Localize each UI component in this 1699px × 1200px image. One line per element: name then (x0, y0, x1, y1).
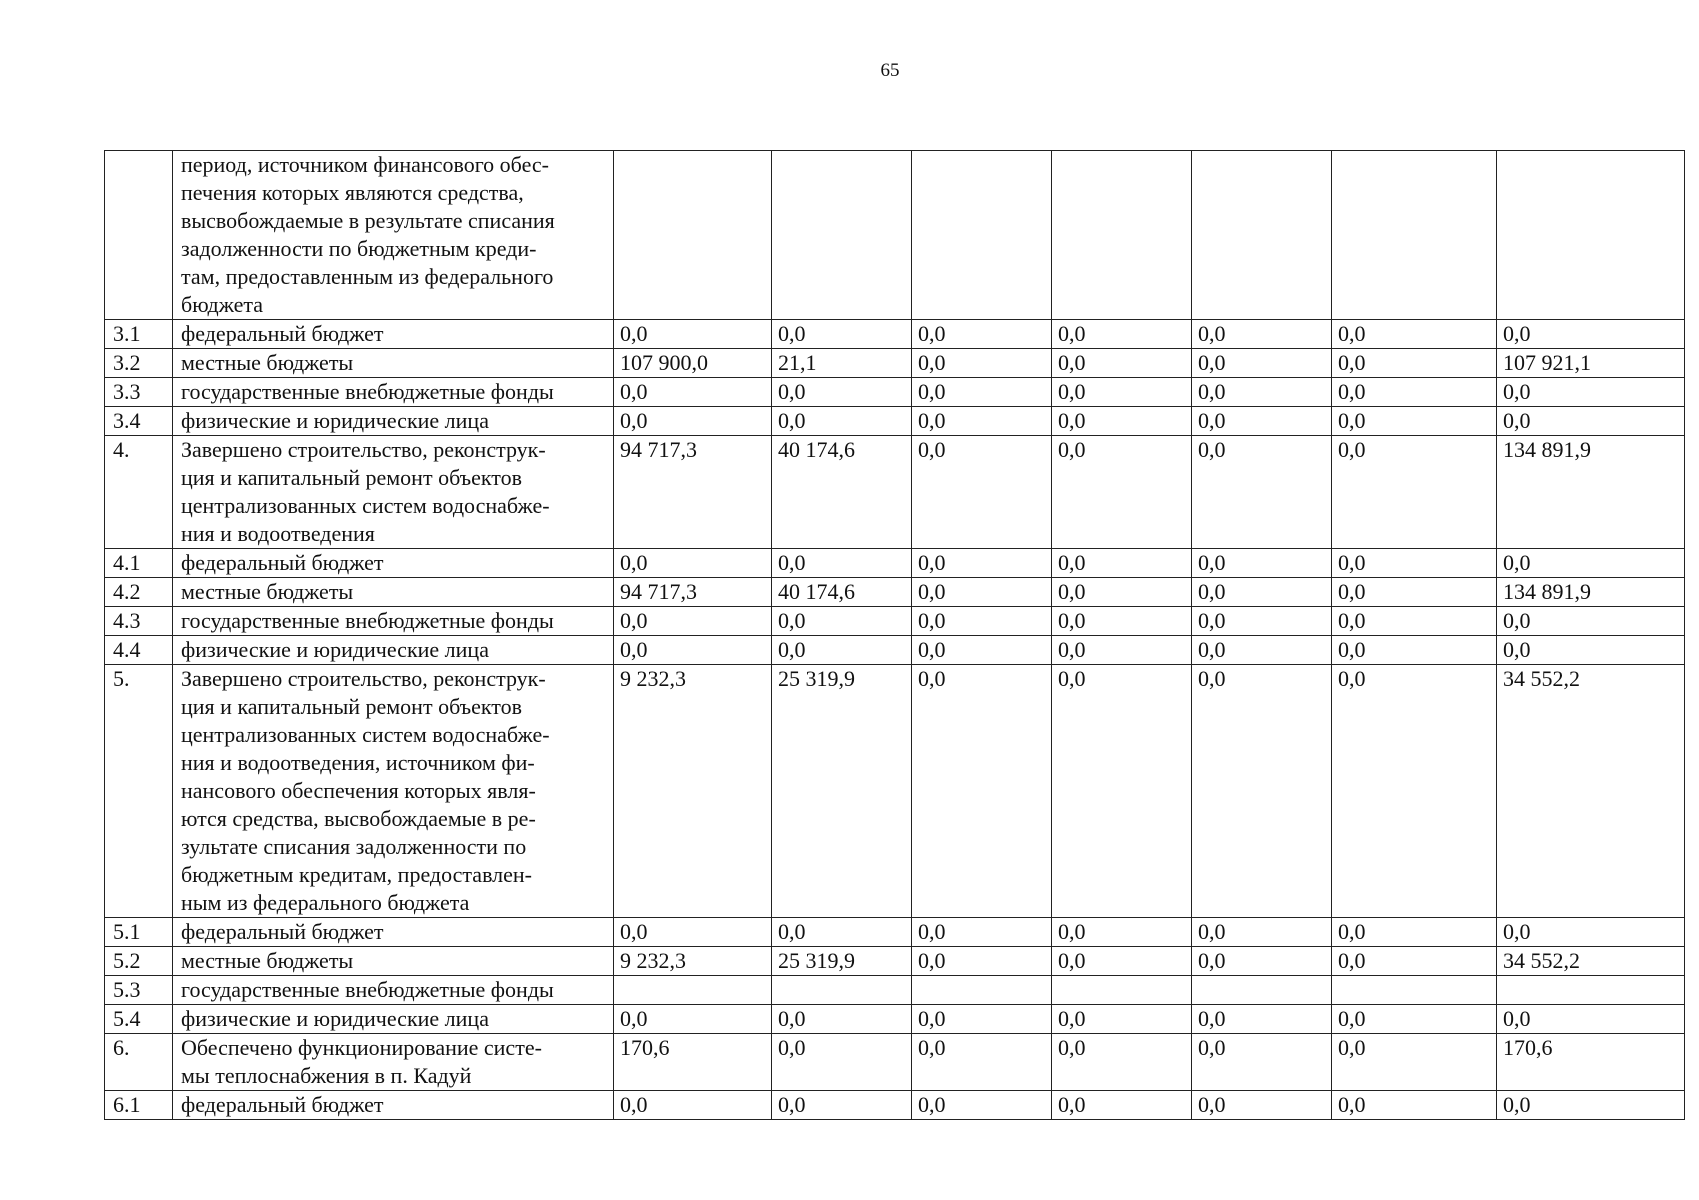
value-cell: 0,0 (614, 378, 772, 407)
value-cell: 0,0 (772, 636, 912, 665)
row-description: период, источником финансового обес- печения которых являются средства, высвобождаемые в результате списания задолженности по бюджетным креди- там, предоставленным из федерального бюджета (173, 151, 614, 320)
value-cell: 0,0 (1052, 636, 1192, 665)
page-number: 65 (880, 60, 900, 81)
value-cell: 0,0 (1332, 436, 1497, 549)
value-cell: 0,0 (772, 1005, 912, 1034)
row-description: местные бюджеты (173, 947, 614, 976)
row-number: 3.1 (105, 320, 173, 349)
row-description: Обеспечено функционирование систе- мы теплоснабжения в п. Кадуй (173, 1034, 614, 1091)
value-cell: 0,0 (614, 407, 772, 436)
value-cell: 0,0 (912, 607, 1052, 636)
value-cell: 0,0 (1192, 378, 1332, 407)
value-cell: 0,0 (1497, 636, 1685, 665)
value-cell: 0,0 (912, 320, 1052, 349)
value-cell (772, 976, 912, 1005)
value-cell: 0,0 (1192, 407, 1332, 436)
row-description: государственные внебюджетные фонды (173, 378, 614, 407)
row-number: 4. (105, 436, 173, 549)
value-cell: 0,0 (1332, 407, 1497, 436)
table-row (105, 665, 1685, 918)
row-number: 5.1 (105, 918, 173, 947)
value-cell: 0,0 (614, 918, 772, 947)
row-number (105, 151, 173, 320)
value-cell: 0,0 (912, 1005, 1052, 1034)
value-cell (1332, 976, 1497, 1005)
row-number: 6.1 (105, 1091, 173, 1120)
value-cell: 0,0 (912, 578, 1052, 607)
row-number: 5.4 (105, 1005, 173, 1034)
value-cell: 0,0 (1497, 1091, 1685, 1120)
row-description: Завершено строительство, реконструк- ция и капитальный ремонт объектов централизованных систем водоснабже- ния и водоотведения (173, 436, 614, 549)
value-cell: 0,0 (1192, 1005, 1332, 1034)
value-cell (1192, 976, 1332, 1005)
value-cell (912, 976, 1052, 1005)
row-number: 4.2 (105, 578, 173, 607)
row-number: 5.2 (105, 947, 173, 976)
value-cell (1052, 976, 1192, 1005)
row-description: физические и юридические лица (173, 636, 614, 665)
value-cell: 0,0 (1332, 320, 1497, 349)
value-cell: 0,0 (614, 636, 772, 665)
row-description: государственные внебюджетные фонды (173, 607, 614, 636)
value-cell: 0,0 (1332, 665, 1497, 918)
table-row (105, 947, 1685, 976)
value-cell: 0,0 (614, 1005, 772, 1034)
value-cell: 0,0 (1332, 1091, 1497, 1120)
value-cell (912, 151, 1052, 320)
value-cell: 0,0 (1052, 407, 1192, 436)
value-cell: 0,0 (1052, 918, 1192, 947)
value-cell: 0,0 (1497, 320, 1685, 349)
row-description: физические и юридические лица (173, 1005, 614, 1034)
value-cell: 0,0 (1052, 320, 1192, 349)
value-cell: 0,0 (1052, 578, 1192, 607)
value-cell: 0,0 (1052, 665, 1192, 918)
value-cell: 25 319,9 (772, 947, 912, 976)
value-cell: 0,0 (1192, 578, 1332, 607)
row-description: местные бюджеты (173, 349, 614, 378)
table-row (105, 636, 1685, 665)
value-cell: 0,0 (1497, 549, 1685, 578)
value-cell: 0,0 (1332, 1005, 1497, 1034)
value-cell: 0,0 (772, 320, 912, 349)
value-cell: 0,0 (1332, 349, 1497, 378)
value-cell (1497, 976, 1685, 1005)
table-row (105, 549, 1685, 578)
row-description: физические и юридические лица (173, 407, 614, 436)
row-description: государственные внебюджетные фонды (173, 976, 614, 1005)
value-cell: 0,0 (1497, 407, 1685, 436)
value-cell: 0,0 (1052, 436, 1192, 549)
value-cell: 0,0 (912, 378, 1052, 407)
value-cell: 9 232,3 (614, 947, 772, 976)
value-cell: 34 552,2 (1497, 947, 1685, 976)
value-cell: 0,0 (1332, 378, 1497, 407)
value-cell: 0,0 (912, 407, 1052, 436)
row-number: 4.4 (105, 636, 173, 665)
value-cell (1052, 151, 1192, 320)
value-cell: 0,0 (912, 436, 1052, 549)
value-cell (772, 151, 912, 320)
budget-table (104, 150, 1685, 1120)
value-cell: 40 174,6 (772, 578, 912, 607)
row-number: 4.1 (105, 549, 173, 578)
value-cell: 40 174,6 (772, 436, 912, 549)
value-cell: 0,0 (614, 1091, 772, 1120)
value-cell: 0,0 (1192, 549, 1332, 578)
value-cell: 0,0 (1192, 349, 1332, 378)
value-cell: 0,0 (1052, 1034, 1192, 1091)
value-cell: 0,0 (912, 947, 1052, 976)
value-cell: 0,0 (772, 1091, 912, 1120)
value-cell: 0,0 (1332, 947, 1497, 976)
row-number: 4.3 (105, 607, 173, 636)
table-row (105, 320, 1685, 349)
value-cell: 94 717,3 (614, 436, 772, 549)
table-row (105, 378, 1685, 407)
value-cell: 0,0 (614, 607, 772, 636)
value-cell: 0,0 (1192, 1034, 1332, 1091)
value-cell: 25 319,9 (772, 665, 912, 918)
value-cell: 170,6 (1497, 1034, 1685, 1091)
row-number: 5. (105, 665, 173, 918)
row-description: местные бюджеты (173, 578, 614, 607)
value-cell: 107 900,0 (614, 349, 772, 378)
value-cell: 94 717,3 (614, 578, 772, 607)
value-cell: 0,0 (912, 349, 1052, 378)
value-cell: 0,0 (1052, 1005, 1192, 1034)
value-cell: 0,0 (1052, 378, 1192, 407)
value-cell: 0,0 (1497, 607, 1685, 636)
value-cell (614, 151, 772, 320)
value-cell: 0,0 (1332, 918, 1497, 947)
value-cell: 0,0 (1497, 918, 1685, 947)
row-number: 6. (105, 1034, 173, 1091)
row-number: 3.3 (105, 378, 173, 407)
value-cell: 0,0 (1192, 436, 1332, 549)
value-cell: 21,1 (772, 349, 912, 378)
value-cell: 0,0 (912, 1091, 1052, 1120)
value-cell: 0,0 (1332, 636, 1497, 665)
value-cell: 0,0 (1497, 1005, 1685, 1034)
value-cell: 0,0 (1332, 1034, 1497, 1091)
value-cell: 0,0 (1052, 947, 1192, 976)
value-cell: 0,0 (772, 549, 912, 578)
value-cell: 0,0 (912, 1034, 1052, 1091)
table-row (105, 436, 1685, 549)
value-cell: 0,0 (1192, 918, 1332, 947)
row-number: 5.3 (105, 976, 173, 1005)
table-row (105, 1005, 1685, 1034)
value-cell: 0,0 (912, 549, 1052, 578)
value-cell: 0,0 (772, 607, 912, 636)
value-cell: 0,0 (1332, 578, 1497, 607)
table-row (105, 151, 1685, 320)
value-cell: 0,0 (912, 665, 1052, 918)
value-cell: 134 891,9 (1497, 436, 1685, 549)
row-description: Завершено строительство, реконструк- ция и капитальный ремонт объектов централизованных систем водоснабже- ния и водоотведения, источником фи- нансового обеспечения которых явля- ются средства, высвобождаемые в ре- зультате списания задолженности по бюджетным кредитам, предоставлен- ным из федерального бюджета (173, 665, 614, 918)
value-cell: 9 232,3 (614, 665, 772, 918)
table-row (105, 976, 1685, 1005)
row-description: федеральный бюджет (173, 918, 614, 947)
value-cell: 0,0 (1192, 636, 1332, 665)
value-cell: 0,0 (1052, 607, 1192, 636)
row-number: 3.2 (105, 349, 173, 378)
value-cell: 0,0 (1332, 607, 1497, 636)
value-cell (1192, 151, 1332, 320)
table-row (105, 407, 1685, 436)
value-cell: 0,0 (912, 636, 1052, 665)
table-row (105, 918, 1685, 947)
value-cell: 0,0 (772, 1034, 912, 1091)
value-cell: 0,0 (1192, 947, 1332, 976)
row-description: федеральный бюджет (173, 1091, 614, 1120)
table-row (105, 1091, 1685, 1120)
value-cell: 0,0 (1052, 349, 1192, 378)
table-row (105, 349, 1685, 378)
table-row (105, 607, 1685, 636)
value-cell: 0,0 (772, 918, 912, 947)
value-cell (1332, 151, 1497, 320)
value-cell: 34 552,2 (1497, 665, 1685, 918)
table-row (105, 578, 1685, 607)
value-cell (1497, 151, 1685, 320)
row-description: федеральный бюджет (173, 549, 614, 578)
value-cell: 0,0 (772, 407, 912, 436)
value-cell: 0,0 (614, 320, 772, 349)
row-description: федеральный бюджет (173, 320, 614, 349)
table-row (105, 1034, 1685, 1091)
value-cell: 0,0 (1192, 665, 1332, 918)
value-cell: 170,6 (614, 1034, 772, 1091)
value-cell: 0,0 (1052, 549, 1192, 578)
value-cell: 0,0 (1497, 378, 1685, 407)
value-cell: 0,0 (1052, 1091, 1192, 1120)
value-cell: 0,0 (1332, 549, 1497, 578)
value-cell: 0,0 (912, 918, 1052, 947)
value-cell: 0,0 (1192, 320, 1332, 349)
value-cell: 107 921,1 (1497, 349, 1685, 378)
value-cell: 0,0 (614, 549, 772, 578)
value-cell: 0,0 (772, 378, 912, 407)
row-number: 3.4 (105, 407, 173, 436)
value-cell: 0,0 (1192, 1091, 1332, 1120)
value-cell: 134 891,9 (1497, 578, 1685, 607)
value-cell: 0,0 (1192, 607, 1332, 636)
value-cell (614, 976, 772, 1005)
